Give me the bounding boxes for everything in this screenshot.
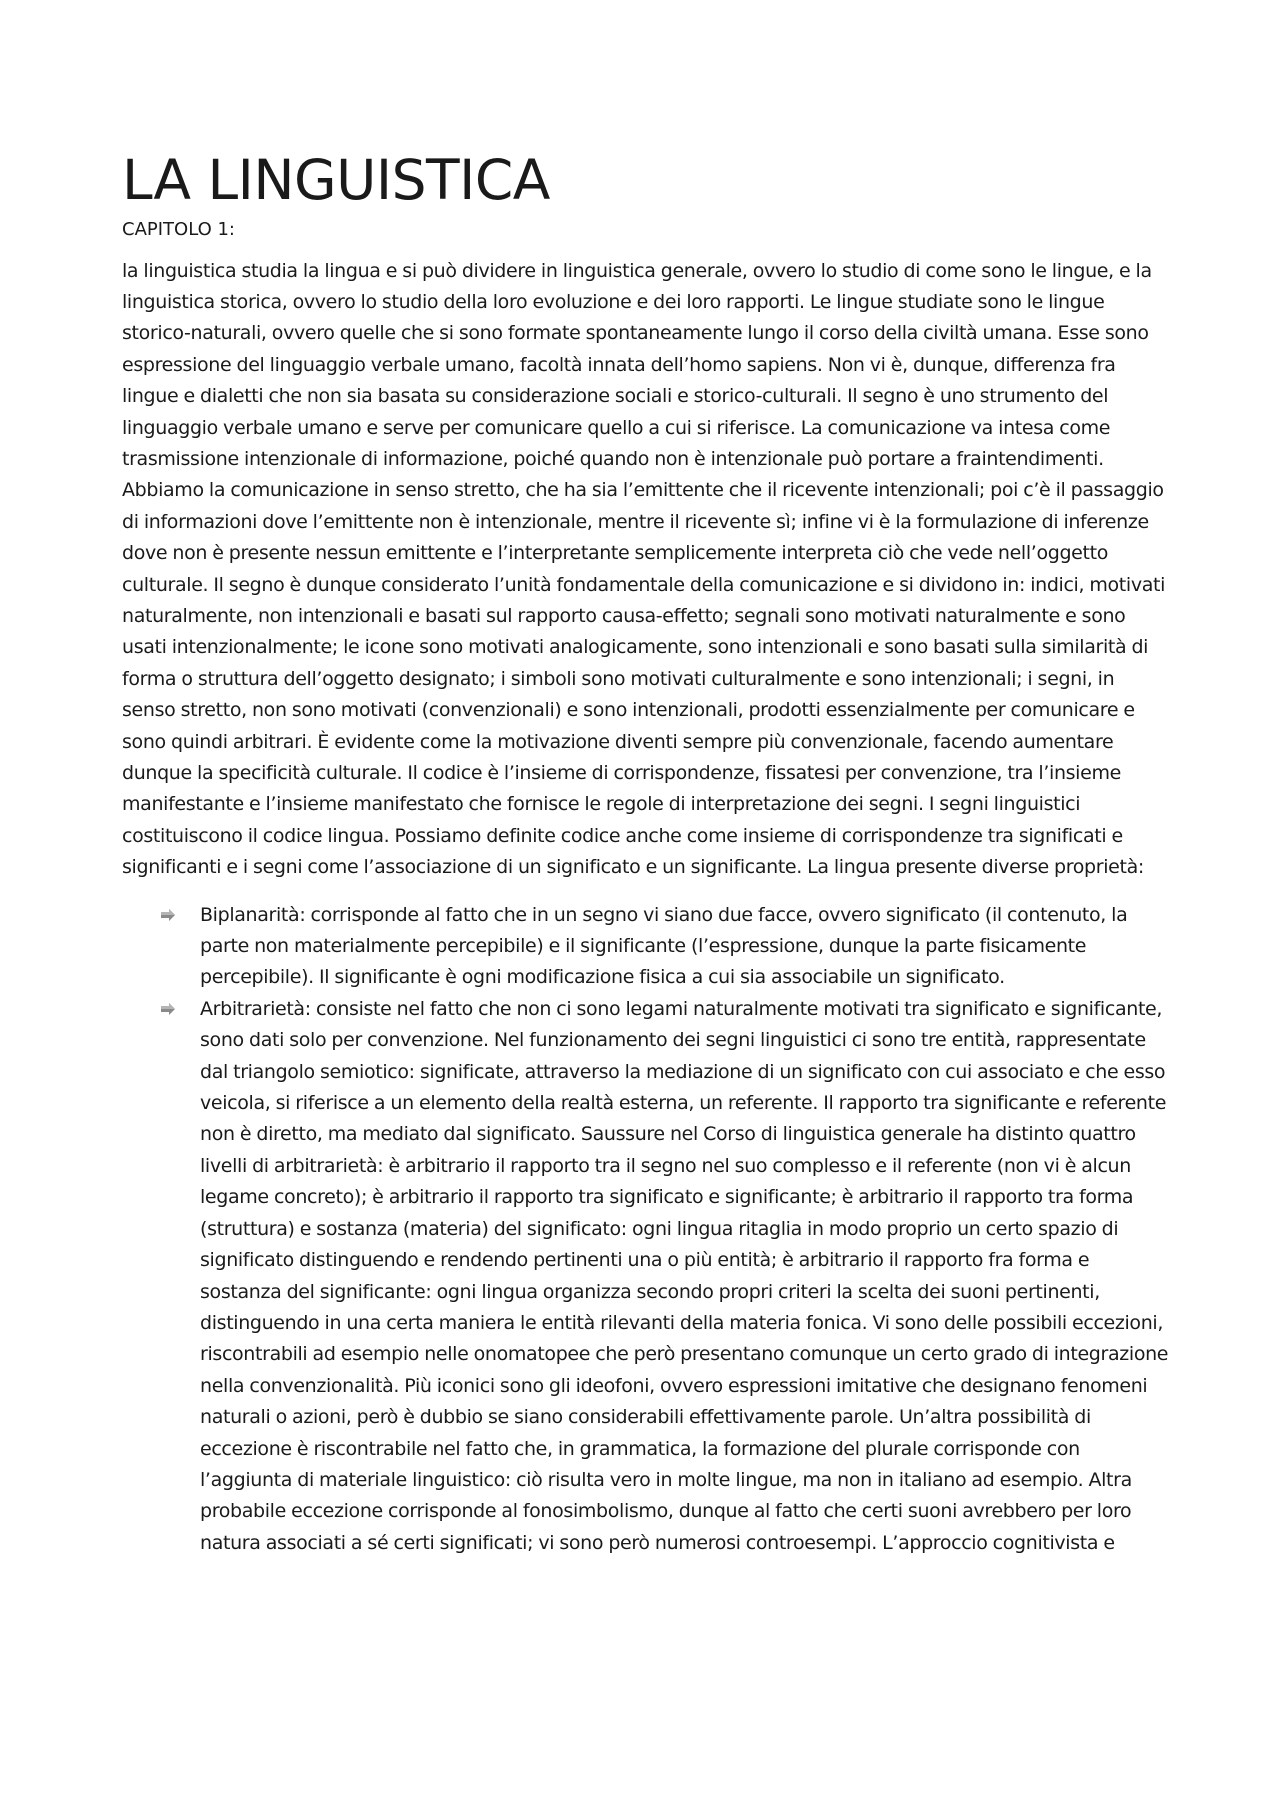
list-item [122, 994, 1172, 1559]
list-item [122, 900, 1172, 994]
properties-list [122, 900, 1172, 1560]
arrow-bullet-icon [160, 1002, 176, 1016]
arrow-bullet-icon [160, 908, 176, 922]
intro-paragraph: la linguistica studia la lingua e si può dividere in linguistica generale, ovvero lo studio di come sono le lingue, e la linguistica storica, ovvero lo studio della loro evoluzione e dei loro rapporti. Le lingue studiate sono le lingue storico-naturali, ovvero quelle che si sono formate spontaneamente lungo il corso della civiltà umana. Esse sono espressione del linguaggio verbale umano, facoltà innata dell’homo sapiens. Non vi è, dunque, differenza fra lingue e dialetti che non sia basata su considerazione sociali e storico-culturali. Il segno è uno strumento del linguaggio verbale umano e serve per comunicare quello a cui si riferisce. La comunicazione va intesa come trasmissione intenzionale di informazione, poiché quando non è intenzionale può portare a fraintendimenti. Abbiamo la comunicazione in senso stretto, che ha sia l’emittente che il ricevente intenzionali; poi c’è il passaggio di informazioni dove l’emittente non è intenzionale, mentre il ricevente sì; infine vi è la formulazione di inferenze dove non è presente nessun emittente e l’interpretante semplicemente interpreta ciò che vede nell’oggetto culturale. Il segno è dunque considerato l’unità fondamentale della comunicazione e si dividono in: indici, motivati naturalmente, non intenzionali e basati sul rapporto causa-effetto; segnali sono motivati naturalmente e sono usati intenzionalmente; le icone sono motivati analogicamente, sono intenzionali e sono basati sulla similarità di forma o struttura dell’oggetto designato; i simboli sono motivati culturalmente e sono intenzionali; i segni, in senso stretto, non sono motivati (convenzionali) e sono intenzionali, prodotti essenzialmente per comunicare e sono quindi arbitrari. È evidente come la motivazione diventi sempre più convenzionale, facendo aumentare dunque la specificità culturale. Il codice è l’insieme di corrispondenze, fissatesi per convenzione, tra l’insieme manifestante e l’insieme manifestato che fornisce le regole di interpretazione dei segni. I segni linguistici costituiscono il codice lingua. Possiamo definite codice anche come insieme di corrispondenze tra significati e significanti e i segni come l’associazione di un significato e un significante. La lingua presente diverse proprietà: [122, 259, 1166, 879]
document-content [122, 150, 1172, 1559]
property-text: Biplanarità: corrisponde al fatto che in un segno vi siano due facce, ovvero significato (il contenuto, la parte non materialmente percepibile) e il significante (l’espressione, dunque la parte fisicamente percepibile). Il significante è ogni modificazione fisica a cui sia associabile un significato. [200, 903, 1128, 989]
document-title: LA LINGUISTICA [122, 148, 550, 212]
property-text: Arbitrarietà: consiste nel fatto che non ci sono legami naturalmente motivati tra significato e significante, sono dati solo per convenzione. Nel funzionamento dei segni linguistici ci sono tre entità, rappresentate dal triangolo semiotico: significate, attraverso la mediazione di un significato con cui associato e che esso veicola, si riferisce a un elemento della realtà esterna, un referente. Il rapporto tra significante e referente non è diretto, ma mediato dal significato. Saussure nel Corso di linguistica generale ha distinto quattro livelli di arbitrarietà: è arbitrario il rapporto tra il segno nel suo complesso e il referente (non vi è alcun legame concreto); è arbitrario il rapporto tra significato e significante; è arbitrario il rapporto tra forma (struttura) e sostanza (materia) del significato: ogni lingua ritaglia in modo proprio un certo spazio di significato distinguendo e rendendo pertinenti una o più entità; è arbitrario il rapporto fra forma e sostanza del significante: ogni lingua organizza secondo propri criteri la scelta dei suoni pertinenti, distinguendo in una certa maniera le entità rilevanti della materia fonica. Vi sono delle possibili eccezioni, riscontrabili ad esempio nelle onomatopee che però presentano comunque un certo grado di integrazione nella convenzionalità. Più iconici sono gli ideofoni, ovvero espressioni imitative che designano fenomeni naturali o azioni, però è dubbio se siano considerabili effettivamente parole. Un’altra possibilità di eccezione è riscontrabile nel fatto che, in grammatica, la formazione del plurale corrisponde con l’aggiunta di materiale linguistico: ciò risulta vero in molte lingue, ma non in italiano ad esempio. Altra probabile eccezione corrisponde al fonosimbolismo, dunque al fatto che certi suoni avrebbero per loro natura associati a sé certi significati; vi sono però numerosi controesempi. L’approccio cognitivista e [200, 997, 1169, 1554]
chapter-heading: CAPITOLO 1: [122, 218, 236, 240]
